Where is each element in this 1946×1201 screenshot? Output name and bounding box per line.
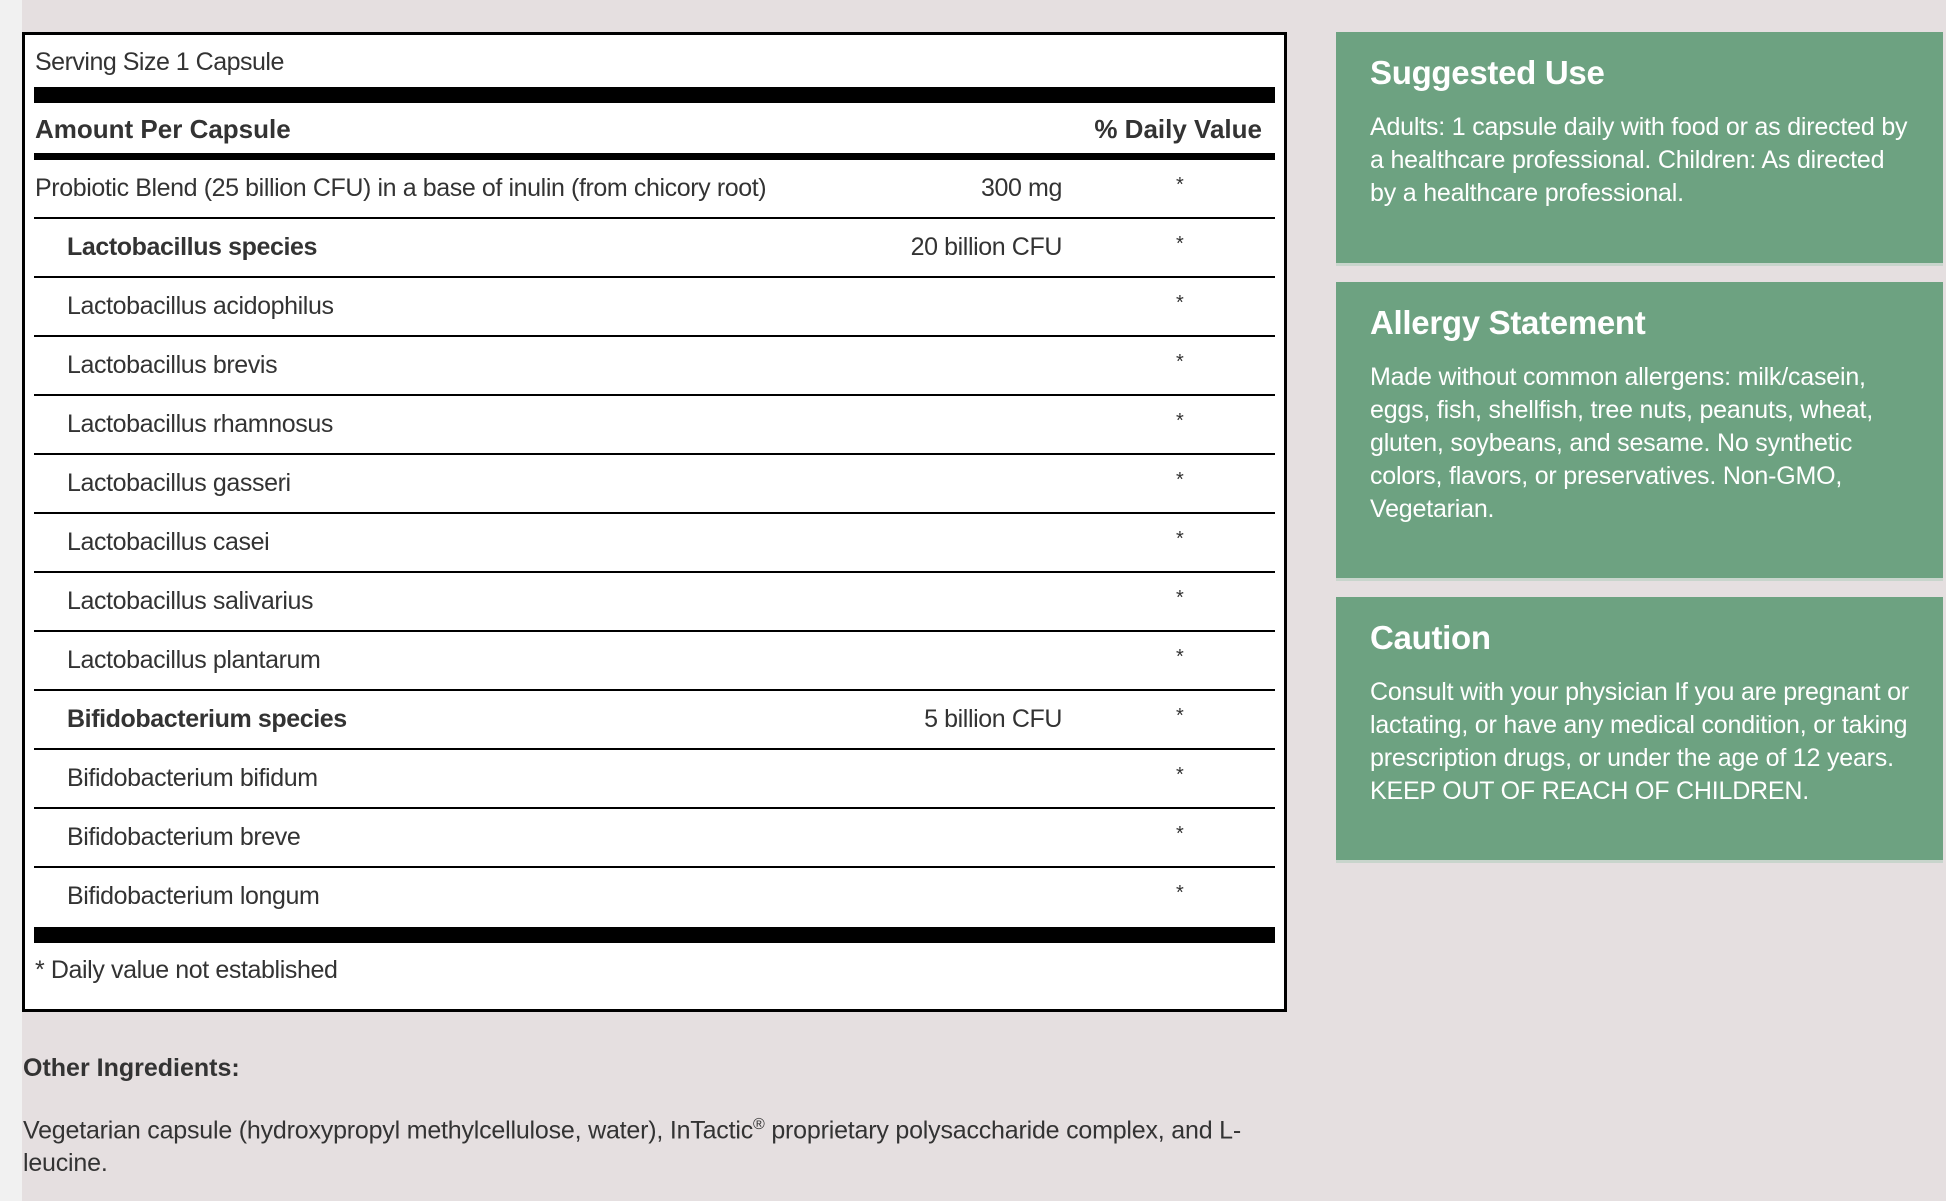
- registered-mark: ®: [753, 1116, 765, 1133]
- suggested-use-panel: [1336, 32, 1943, 266]
- table-row: [34, 396, 1275, 455]
- ingredient-name: Lactobacillus rhamnosus: [67, 410, 333, 438]
- ingredient-name: Lactobacillus acidophilus: [67, 292, 334, 320]
- supplement-facts-table: [22, 32, 1287, 1012]
- ingredient-name: Bifidobacterium breve: [67, 823, 301, 851]
- ingredient-amount: 300 mg: [981, 174, 1062, 202]
- ingredient-name: Lactobacillus species: [67, 233, 318, 261]
- daily-value-mark: *: [1176, 292, 1184, 314]
- ingredient-name: Probiotic Blend (25 billion CFU) in a base of inulin (from chicory root): [35, 174, 767, 202]
- serving-size: Serving Size 1 Capsule: [35, 48, 284, 76]
- suggested-use-title: Suggested Use: [1370, 54, 1605, 91]
- daily-value-mark: *: [1176, 469, 1184, 491]
- header-daily-value: % Daily Value: [1094, 114, 1262, 144]
- daily-value-mark: *: [1176, 351, 1184, 373]
- daily-value-mark: *: [1176, 764, 1184, 786]
- table-row: [34, 809, 1275, 868]
- daily-value-mark: *: [1176, 705, 1184, 727]
- daily-value-mark: *: [1176, 410, 1184, 432]
- caution-title: Caution: [1370, 619, 1491, 656]
- header-divider: [34, 153, 1275, 160]
- ingredient-rows: [34, 160, 1275, 927]
- table-row: [34, 750, 1275, 809]
- daily-value-mark: *: [1176, 823, 1184, 845]
- other-ingredients-text: [23, 1108, 1293, 1180]
- table-row: [34, 337, 1275, 396]
- table-row: [34, 514, 1275, 573]
- ingredient-name: Bifidobacterium longum: [67, 882, 320, 910]
- daily-value-mark: *: [1176, 882, 1184, 904]
- ingredient-name: Lactobacillus salivarius: [67, 587, 314, 615]
- thick-divider: [34, 87, 1275, 103]
- ingredient-name: Lactobacillus plantarum: [67, 646, 321, 674]
- table-row: [34, 691, 1275, 750]
- other-ingredients-title: Other Ingredients:: [23, 1054, 240, 1082]
- left-edge-strip: [0, 0, 22, 1201]
- daily-value-mark: *: [1176, 174, 1184, 196]
- ingredient-amount: 5 billion CFU: [924, 705, 1062, 733]
- table-row: [34, 573, 1275, 632]
- header-amount-per-capsule: Amount Per Capsule: [35, 114, 291, 144]
- table-row: [34, 455, 1275, 514]
- daily-value-mark: *: [1176, 587, 1184, 609]
- daily-value-mark: *: [1176, 528, 1184, 550]
- other-ingredients-part1: Vegetarian capsule (hydroxypropyl methylcellulose, water), InTactic: [23, 1116, 754, 1145]
- suggested-use-text: Adults: 1 capsule daily with food or as directed by a healthcare professional. Children: As directed by a healthcare professional.: [1370, 113, 1908, 207]
- table-row: [34, 278, 1275, 337]
- allergy-statement-panel: [1336, 282, 1943, 581]
- table-row: [34, 868, 1275, 927]
- caution-panel: [1336, 597, 1943, 863]
- table-row: [34, 219, 1275, 278]
- ingredient-name: Lactobacillus gasseri: [67, 469, 291, 497]
- table-row: [34, 632, 1275, 691]
- ingredient-amount: 20 billion CFU: [910, 233, 1062, 261]
- ingredient-name: Bifidobacterium species: [67, 705, 347, 733]
- other-ingredients-part2: proprietary polysaccharide complex, and L-leucine.: [23, 1116, 1241, 1178]
- daily-value-mark: *: [1176, 233, 1184, 255]
- table-row: [34, 160, 1275, 219]
- ingredient-name: Bifidobacterium bifidum: [67, 764, 318, 792]
- caution-text: Consult with your physician If you are pregnant or lactating, or have any medical condition, or taking prescription drugs, or under the age of 12 years. KEEP OUT OF REACH OF CHILDREN.: [1370, 678, 1909, 805]
- ingredient-name: Lactobacillus brevis: [67, 351, 278, 379]
- ingredient-name: Lactobacillus casei: [67, 528, 270, 556]
- allergy-statement-title: Allergy Statement: [1370, 304, 1646, 341]
- daily-value-mark: *: [1176, 646, 1184, 668]
- thick-divider: [34, 927, 1275, 943]
- table-header: [34, 103, 1275, 153]
- footnote: * Daily value not established: [35, 956, 338, 984]
- allergy-statement-text: Made without common allergens: milk/casein, eggs, fish, shellfish, tree nuts, peanuts, wheat, gluten, soybeans, and sesame. No synthetic colors, flavors, or preservatives. Non-GMO, Vegetarian.: [1370, 363, 1873, 523]
